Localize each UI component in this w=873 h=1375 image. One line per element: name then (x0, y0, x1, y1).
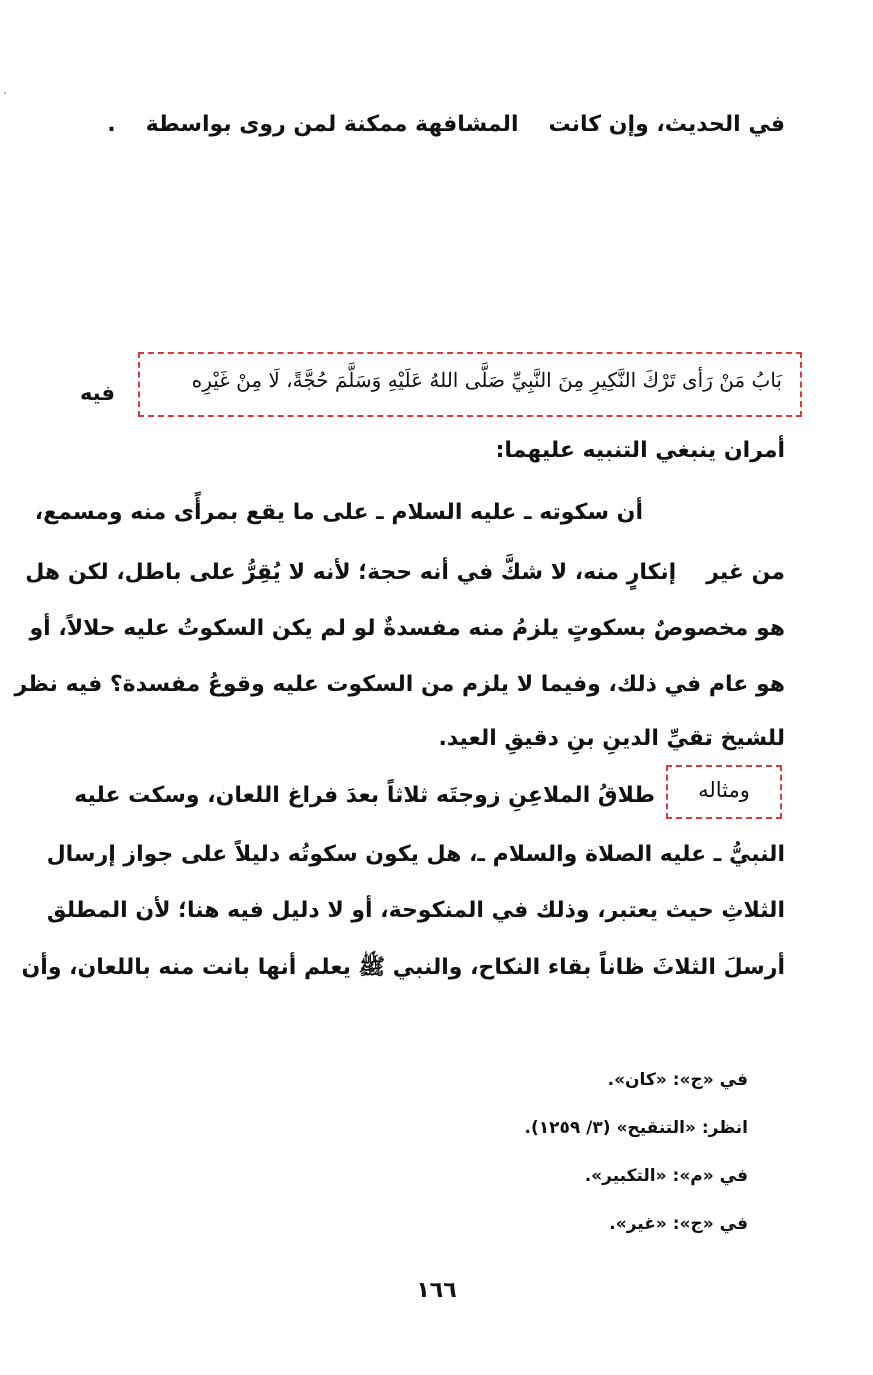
footnote-2: انظر: «التنقيح» (٣/ ١٢٥٩). (524, 1118, 748, 1138)
body-line-5: هو عام في ذلك، وفيما لا يلزم من السكوت عليه وقوعُ مفسدة؟ فيه نظر (14, 672, 785, 697)
body-line-3b: إنكارٍ منه، لا شكَّ في أنه حجة؛ لأنه لا يُقِرُّ على باطل، لكن هل (25, 560, 677, 585)
footnote-1: في «ج»: «كان». (607, 1070, 748, 1090)
body-line-7: طلاقُ الملاعِنِ زوجتَه ثلاثاً بعدَ فراغ اللعان، وسكت عليه (74, 783, 655, 808)
body-line-3 (25, 560, 785, 585)
chapter-lead-word: فيه (79, 381, 115, 405)
top-text-line (75, 112, 785, 137)
footnote-4: في «ج»: «غير». (609, 1214, 748, 1234)
body-line-8: النبيُّ ـ عليه الصلاة والسلام ـ، هل يكون سكوتُه دليلاً على جواز إرسال (46, 842, 785, 867)
body-line-1: أمران ينبغي التنبيه عليهما: (495, 438, 785, 463)
top-text-period: . (107, 112, 116, 137)
body-line-2: أن سكوته ـ عليه السلام ـ على ما يقع بمرأًى منه ومسمع، (34, 500, 643, 525)
footnote-3: في «م»: «التكبير». (584, 1166, 748, 1186)
top-text-part1: في الحديث، وإن كانت (548, 112, 785, 137)
body-line-6: للشيخ تقيِّ الدينِ بنِ دقيقِ العيد. (438, 726, 785, 751)
body-line-10: أرسلَ الثلاثَ ظاناً بقاء النكاح، والنبي ﷺ يعلم أنها بانت منه باللعان، وأن (21, 955, 785, 980)
scan-edge-mark (4, 92, 6, 94)
example-label-box (666, 765, 782, 819)
body-line-4: هو مخصوصٌ بسكوتٍ يلزمُ منه مفسدةٌ لو لم يكن السكوتُ عليه حلالاً، أو (29, 616, 785, 641)
body-line-3a: من غير (706, 560, 785, 585)
example-label: ومثاله (698, 778, 750, 802)
page-number: ١٦٦ (416, 1278, 457, 1303)
chapter-heading: بَابُ مَنْ رَأى تَرْكَ النَّكِيرِ مِنَ النَّبِيِّ صَلَّى اللهُ عَلَيْهِ وَسَلَّمَ حُجَّةً، لَا مِنْ غَيْرِه (191, 368, 782, 392)
chapter-heading-box (138, 352, 802, 417)
body-line-9: الثلاثِ حيث يعتبر، وذلك في المنكوحة، أو لا دليل فيه هنا؛ لأن المطلق (46, 898, 785, 923)
top-text-part2: المشافهة ممكنة لمن روى بواسطة (145, 112, 519, 137)
